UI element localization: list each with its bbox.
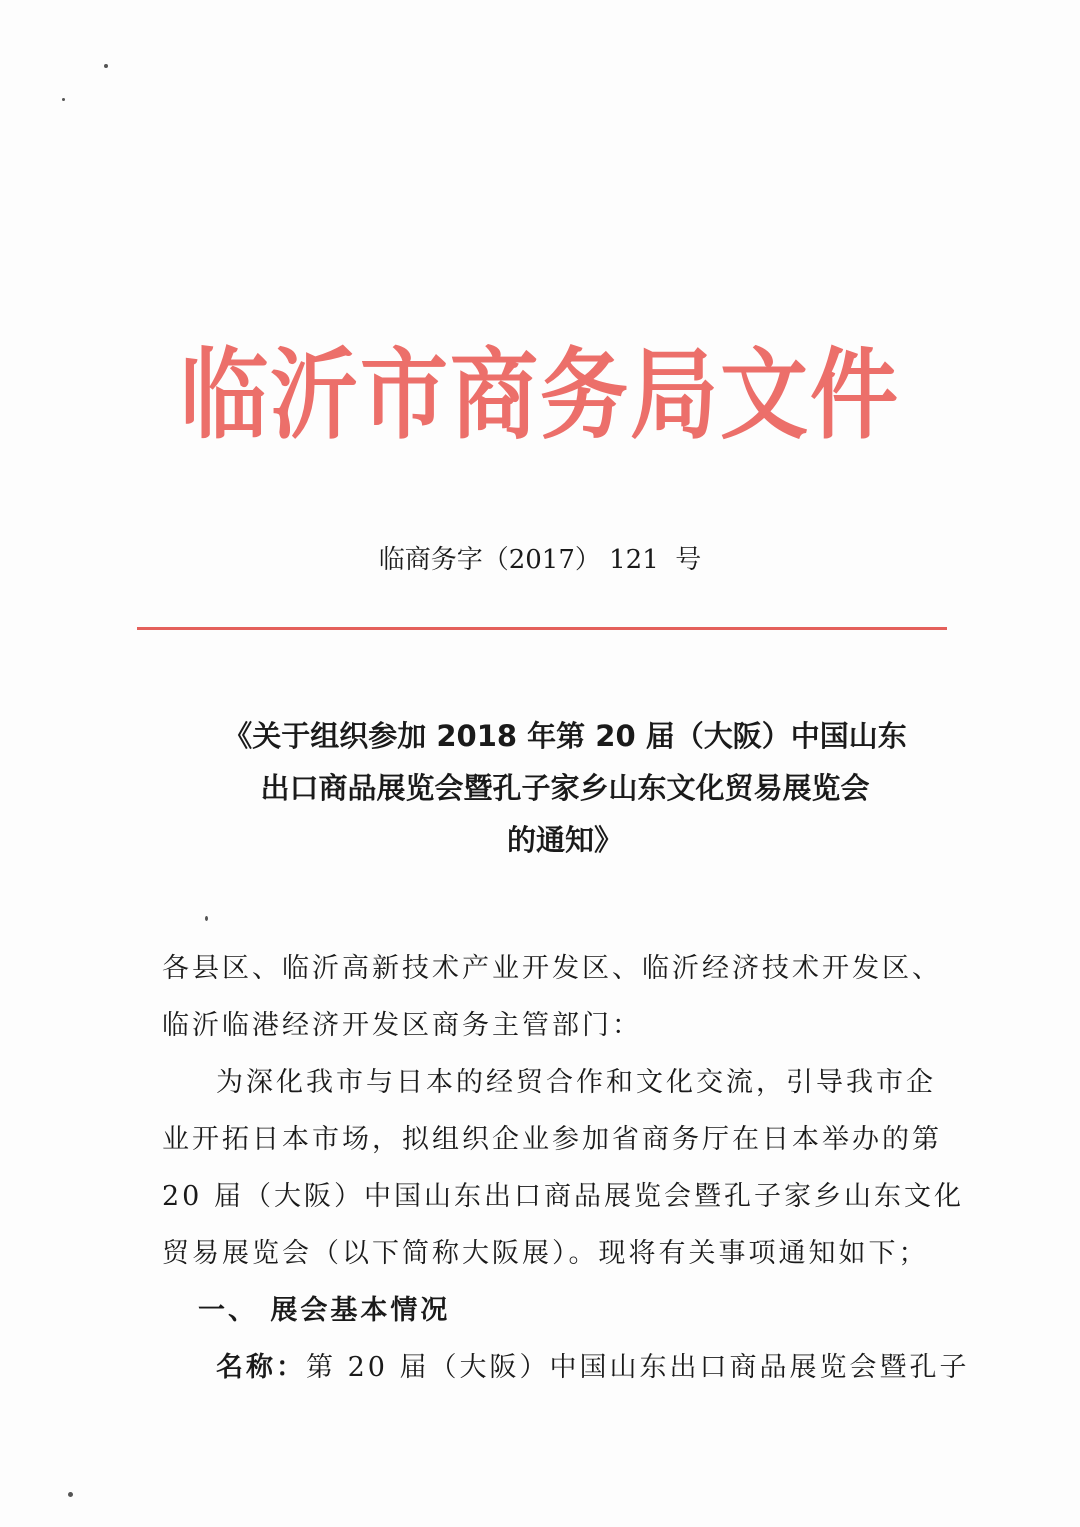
issuer-masthead: 临沂市商务局文件: [179, 336, 900, 453]
exhibition-name-line: [162, 1339, 970, 1396]
red-divider-rule: [137, 627, 947, 630]
scan-speck: [68, 1492, 73, 1497]
scan-speck: [205, 916, 208, 921]
paragraph-line: 业开拓日本市场，拟组织企业参加省商务厅在日本举办的第: [162, 1124, 942, 1155]
title-line: 《关于组织参加 2018 年第 20 届（大阪）中国山东: [223, 719, 907, 753]
paragraph-line: 20 届（大阪）中国山东出口商品展览会暨孔子家乡山东文化: [162, 1181, 964, 1212]
name-label: 名称：: [216, 1352, 306, 1383]
scan-speck: [62, 98, 65, 101]
section-heading: 一、 展会基本情况: [198, 1295, 451, 1326]
paragraph-line: 为深化我市与日本的经贸合作和文化交流，引导我市企: [216, 1067, 936, 1098]
title-line: 出口商品展览会暨孔子家乡山东文化贸易展览会: [260, 771, 870, 805]
title-line: 的通知》: [506, 823, 623, 857]
addressee-line: 临沂临港经济开发区商务主管部门：: [162, 1010, 642, 1041]
notice-title: [175, 710, 955, 866]
paragraph-line: 贸易展览会（以下简称大阪展）。现将有关事项通知如下；: [162, 1238, 929, 1269]
name-value: 第 20 届（大阪）中国山东出口商品展览会暨孔子: [306, 1352, 970, 1383]
scan-speck: [104, 64, 108, 68]
notice-body: [162, 940, 970, 1396]
document-number: 临商务字（2017） 121 号: [378, 545, 702, 575]
addressee-line: 各县区、临沂高新技术产业开发区、临沂经济技术开发区、: [162, 953, 942, 984]
